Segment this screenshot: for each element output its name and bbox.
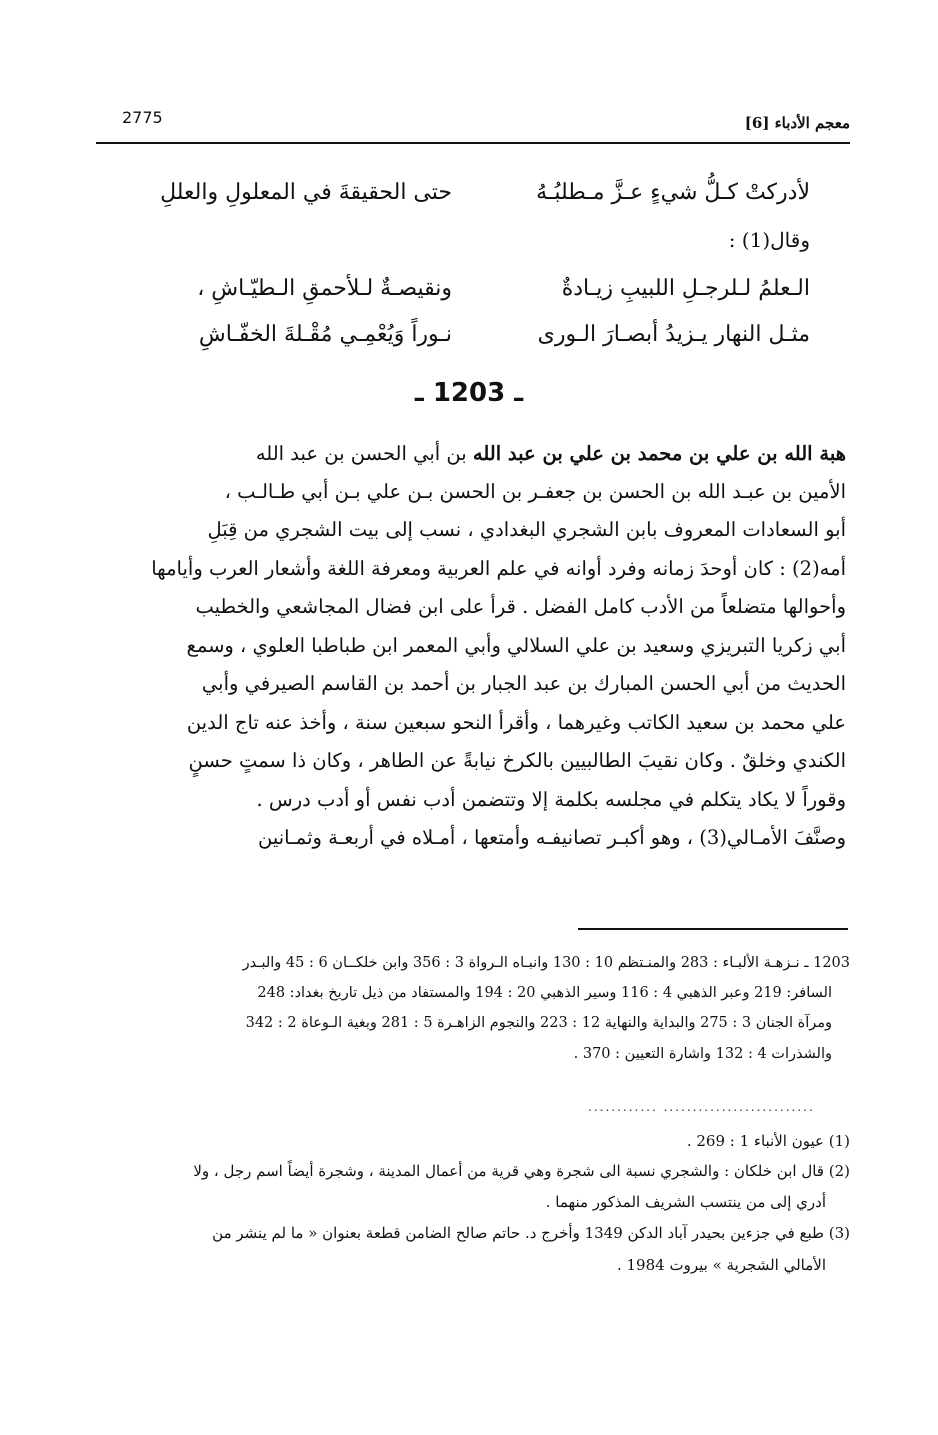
references-line-4: والشذرات 4 : 132 واشارة التعيين : 370 . (573, 1046, 832, 1062)
body-line-3: أبو السعادات المعروف بابن الشجري البغدادي ، نسب إلى بيت الشجري من قِبَلِ (207, 518, 846, 541)
body-line-9: الكندي وخلقٌ . وكان نقيبَ الطالبيين بالكرخ نيابةً عن الطاهر ، وكان ذا سمتٍ حسنٍ (188, 749, 846, 772)
verse-3-hemistich-1: مثـل النهار يـزيدُ أبصـارَ الـورى (537, 322, 810, 347)
footnote-2-line-2: أدري إلى من ينتسب الشريف المذكور منهما . (545, 1193, 826, 1211)
footnote-separator (578, 928, 848, 930)
body-line-2: الأمين بن عبـد الله بن الحسن بن جعفـر بن الحسن بـن علي بـن أبي طـالـب ، (224, 480, 846, 503)
references-line-1: 1203 ـ نـزهـة الألبـاء : 283 والمنـتظم 10 : 130 وانبـاه الـرواة 3 : 356 وابن خلكــان 6 : 45 والبـدر (242, 955, 850, 971)
body-line-8: علي محمد بن سعيد الكاتب وغيرهما ، وأقرأ النحو سبعين سنة ، وأخذ عنه تاج الدين (186, 711, 846, 734)
verse-2-hemistich-2: ونقيصـةٌ لـلأحمقِ الـطيّـاشِ ، (197, 276, 452, 301)
verse-1-hemistich-1: لأدركتْ كـلُّ شيءٍ عـزَّ مـطلبُـهُ (536, 180, 810, 205)
body-line-7: الحديث من أبي الحسن المبارك بن عبد الجبار بن أحمد بن القاسم الصيرفي وأبي (201, 672, 846, 695)
verse-3-hemistich-2: نـوراً وَيُعْمِـي مُقْـلةَ الخفّـاشِ (198, 322, 452, 347)
body-line-5: وأحوالها متضلعاً من الأدب كامل الفضل . قرأ على ابن فضال المجاشعي والخطيب (195, 595, 846, 618)
subject-name: هبة الله بن علي بن محمد بن علي بن عبد الله (472, 442, 846, 465)
footnote-3-line-2: الأمالي الشجرية » بيروت 1984 . (616, 1256, 826, 1274)
references-line-3: ومرآة الجنان 3 : 275 والبداية والنهاية 12 : 223 والنجوم الزاهـرة 5 : 281 وبغية الـوعاة 2 : 342 (245, 1015, 832, 1031)
verse-2-hemistich-1: الـعلمُ لـلرجـلِ اللبيبِ زيـادةٌ (561, 276, 810, 301)
dotted-separator: ............ .......................... (588, 1100, 815, 1114)
references-line-2: السافر: 219 وعبر الذهبي 4 : 116 وسير الذهبي 20 : 194 والمستفاد من ذيل تاريخ بغداد: 248 (257, 985, 832, 1001)
page-number: 2775 (122, 108, 163, 127)
footnote-2-line-1: (2) قال ابن خلكان : والشجري نسبة الى شجرة وهي قرية من أعمال المدينة ، وشجرة أيضاً اسم رجل ، ولا (193, 1162, 850, 1180)
body-line-11: وصنَّفَ الأمـالي(3) ، وهو أكبـر تصانيفـه وأمتعها ، أمـلاه في أربعـة وثمـانين (257, 826, 846, 849)
body-line-1 (92, 444, 846, 464)
body-line-6: أبي زكريا التبريزي وسعيد بن علي السلالي وأبي المعمر ابن طباطبا العلوي ، وسمع (186, 634, 846, 657)
body-line-1-rest: بن أبي الحسن بن عبد الله (255, 442, 473, 465)
footnote-3-line-1: (3) طبع في جزءين بحيدر آباد الدكن 1349 وأخرج د. حاتم صالح الضامن قطعة بعنوان « ما لم ينشر من (212, 1224, 850, 1242)
body-line-10: وقوراً لا يكاد يتكلم في مجلسه بكلمة إلا وتتضمن أدب نفس أو أدب درس . (256, 788, 846, 811)
verse-intro: وقال(1) : (728, 228, 810, 252)
verse-1-hemistich-2: حتى الحقيقةَ في المعلولِ والعللِ (160, 180, 452, 205)
running-header-title: معجم الأدباء [6] (744, 114, 850, 132)
body-line-4: أمه(2) : كان أوحدَ زمانه وفرد أوانه في علم العربية ومعرفة اللغة وأشعار العرب وأيامها (151, 557, 846, 580)
footnote-1: (1) عيون الأنباء 1 : 269 . (686, 1132, 850, 1150)
entry-number: ـ 1203 ـ (414, 378, 524, 408)
header-divider (96, 142, 850, 144)
